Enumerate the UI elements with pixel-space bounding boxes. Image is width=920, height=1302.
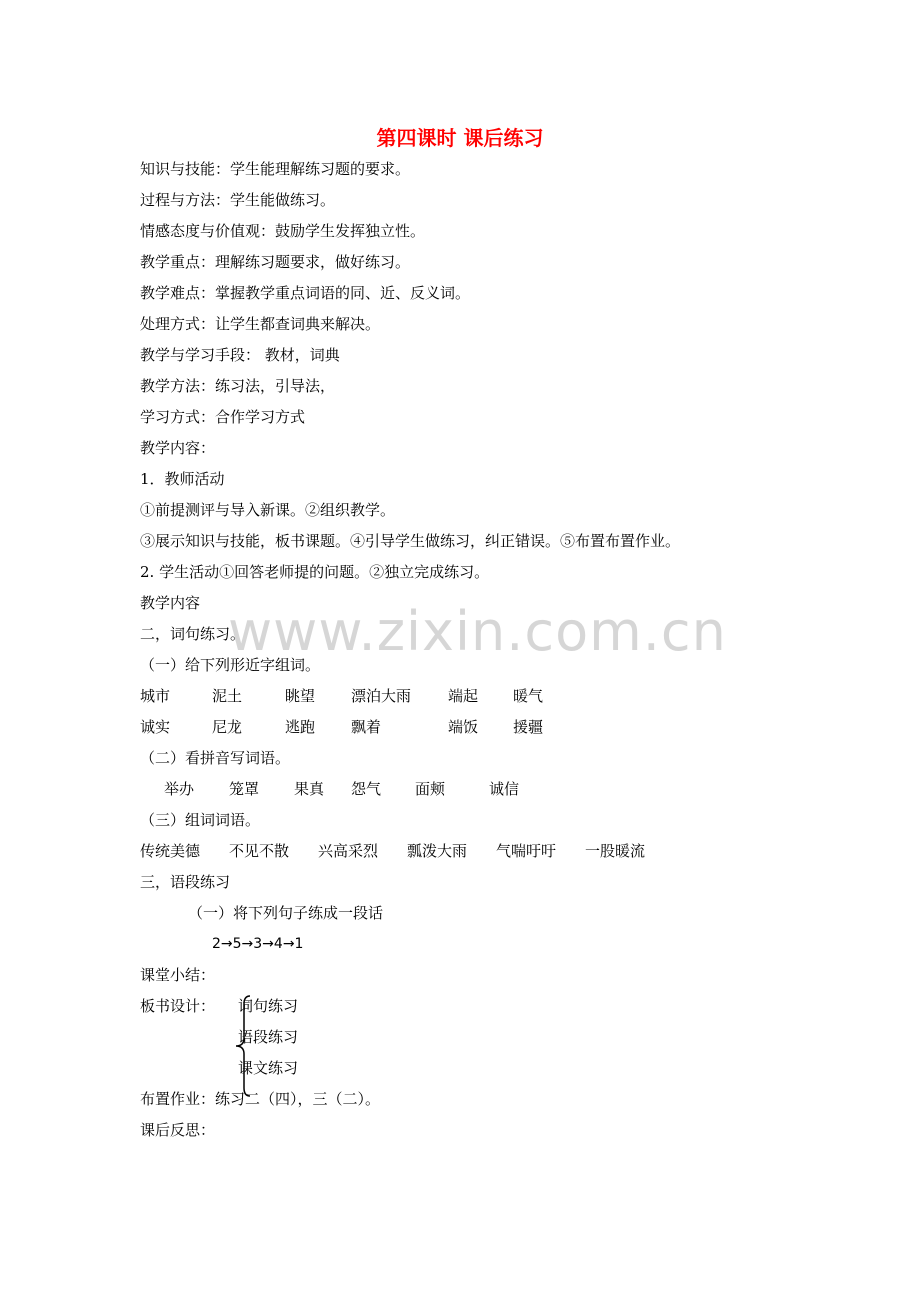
word-cell: 漂泊大雨 xyxy=(351,687,412,705)
text-line-reflection: 课后反思： xyxy=(140,1121,216,1139)
text-line-method: 教学方法：练习法，引导法， xyxy=(140,377,336,395)
word-cell: 端饭 xyxy=(448,718,479,736)
section-heading-word-practice: 二，词句练习。 xyxy=(140,625,246,643)
board-item: 课文练习 xyxy=(238,1059,299,1077)
exercise-heading-3: （三）组词词语。 xyxy=(140,811,261,829)
text-line-board-design: 板书设计： xyxy=(140,997,216,1015)
word-cell: 尼龙 xyxy=(212,718,243,736)
word-cell: 飘着 xyxy=(351,718,382,736)
word-cell: 援疆 xyxy=(513,718,544,736)
text-line-teacher-activity: 1．教师活动 xyxy=(140,470,225,488)
word-cell: 一股暖流 xyxy=(585,842,646,860)
board-item: 语段练习 xyxy=(238,1028,299,1046)
word-cell: 暖气 xyxy=(513,687,544,705)
word-cell: 笼罩 xyxy=(229,780,260,798)
word-cell: 怨气 xyxy=(351,780,382,798)
text-line-knowledge: 知识与技能：学生能理解练习题的要求。 xyxy=(140,160,411,178)
text-line-key-point: 教学重点：理解练习题要求，做好练习。 xyxy=(140,253,411,271)
text-line-teacher-steps-1: ①前提测评与导入新课。②组织教学。 xyxy=(140,501,396,519)
word-cell: 不见不散 xyxy=(229,842,290,860)
text-line-approach: 处理方式：让学生都查词典来解决。 xyxy=(140,315,381,333)
text-line-content-heading: 教学内容： xyxy=(140,439,216,457)
exercise-heading-1: （一）给下列形近字组词。 xyxy=(140,656,321,674)
text-line-difficulty: 教学难点：掌握教学重点词语的同、近、反义词。 xyxy=(140,284,471,302)
text-line-homework: 布置作业：练习二（四），三（二）。 xyxy=(140,1090,381,1108)
word-cell: 举办 xyxy=(164,780,195,798)
exercise-heading-4: （一）将下列句子练成一段话 xyxy=(188,904,384,922)
word-cell: 逃跑 xyxy=(285,718,316,736)
text-line-teacher-steps-2: ③展示知识与技能，板书课题。④引导学生做练习，纠正错误。⑤布置布置作业。 xyxy=(140,532,681,550)
word-cell: 传统美德 xyxy=(140,842,201,860)
board-item: 词句练习 xyxy=(238,997,299,1015)
text-line-process: 过程与方法：学生能做练习。 xyxy=(140,191,336,209)
watermark: www.zixin.com.cn xyxy=(228,600,727,663)
word-cell: 端起 xyxy=(448,687,479,705)
word-cell: 气喘吁吁 xyxy=(496,842,557,860)
text-line-content: 教学内容 xyxy=(140,594,201,612)
text-line-summary: 课堂小结： xyxy=(140,966,216,984)
word-cell: 眺望 xyxy=(285,687,316,705)
text-line-attitude: 情感态度与价值观：鼓励学生发挥独立性。 xyxy=(140,222,426,240)
exercise-heading-2: （二）看拼音写词语。 xyxy=(140,749,291,767)
word-cell: 城市 xyxy=(140,687,171,705)
section-heading-paragraph-practice: 三，语段练习 xyxy=(140,873,231,891)
word-cell: 果真 xyxy=(294,780,325,798)
page-title: 第四课时 课后练习 xyxy=(376,126,544,150)
text-line-learning-mode: 学习方式：合作学习方式 xyxy=(140,408,306,426)
word-cell: 泥土 xyxy=(212,687,243,705)
text-line-means: 教学与学习手段： 教材，词典 xyxy=(140,346,340,364)
word-cell: 瓢泼大雨 xyxy=(407,842,468,860)
word-cell: 面颊 xyxy=(415,780,446,798)
word-cell: 诚实 xyxy=(140,718,171,736)
word-cell: 诚信 xyxy=(489,780,520,798)
text-line-student-activity: 2. 学生活动①回答老师提的问题。②独立完成练习。 xyxy=(140,563,490,581)
word-cell: 兴高采烈 xyxy=(318,842,379,860)
sentence-order: 2→5→3→4→1 xyxy=(212,936,304,952)
